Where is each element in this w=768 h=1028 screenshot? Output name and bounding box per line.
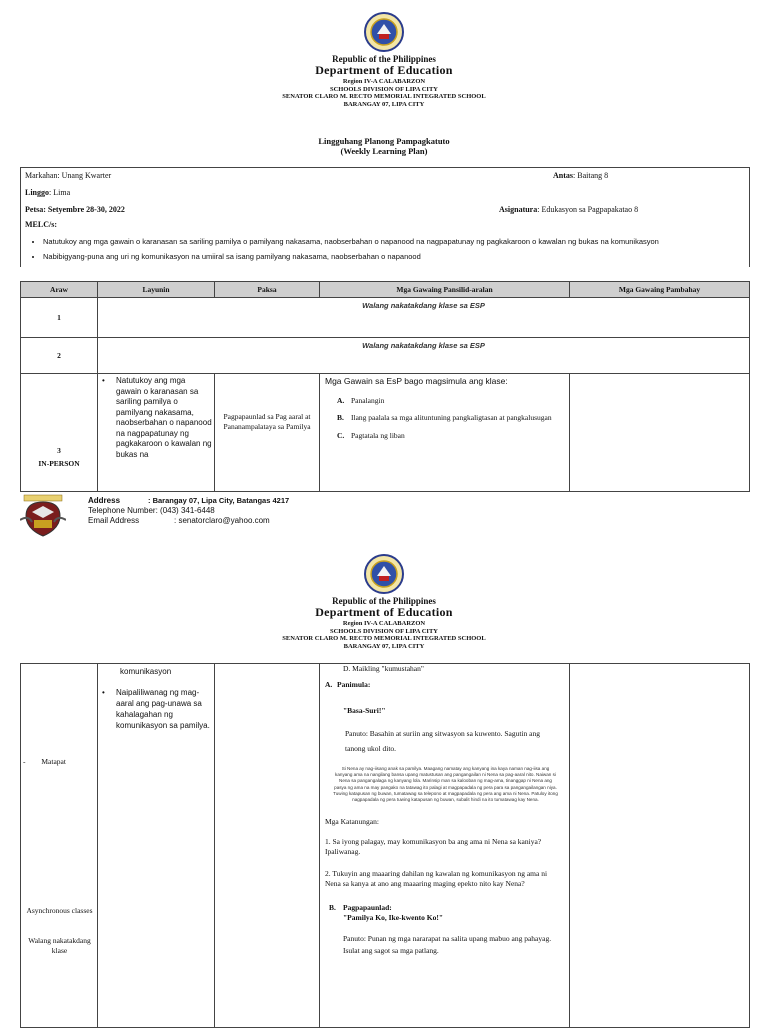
weekly-plan-table: [20, 281, 750, 492]
katanungan-label: Mga Katanungan:: [325, 817, 379, 827]
day-3-mode: IN-PERSON: [38, 459, 80, 468]
table-row: [21, 664, 750, 1028]
linggo: [25, 188, 70, 197]
header-araw: Araw: [21, 282, 98, 298]
matapat-text: Matapat: [41, 757, 66, 766]
footer-address-label: Address: [88, 496, 121, 505]
walang-klase-text: Walang nakatakdang klase: [28, 936, 91, 955]
plan-title: [0, 136, 768, 156]
bullet-icon: •: [102, 376, 105, 385]
bullet-icon: •: [102, 688, 105, 697]
linggo-label: Linggo: [25, 188, 50, 197]
asignatura: [499, 205, 638, 214]
region-text: Region IV-A CALABARZON: [342, 78, 426, 86]
plan-title-line2: (Weekly Learning Plan): [340, 146, 428, 157]
day-3-gawain-cell: [320, 374, 570, 492]
panimula-heading: [325, 680, 564, 690]
layunin-continued: komunikasyon: [120, 667, 172, 676]
panuto-1: Panuto: Basahin at suriin ang sitwasyon sa kuwento. Sagutin ang tanong ukol dito.: [345, 729, 540, 753]
page2-pambahay-cell: [570, 664, 750, 1028]
day-3: 3: [57, 446, 61, 455]
division-text: SCHOOLS DIVISION OF LIPA CITY: [330, 627, 438, 635]
page2-header: [0, 596, 768, 650]
antas-value: : Baitang 8: [573, 171, 609, 180]
pagpapaunlad-title: Pagpapaunlad:: [343, 903, 392, 913]
day-3-layunin: Natutukoy ang mga gawain o karanasan sa sariling pamilya o pamilyang nakasama, naobserbahan o napanood na nagpapatunay ng pagkakaroon o kawalan ng bukas na: [116, 376, 212, 459]
day-3-layunin-cell: [98, 374, 215, 492]
day-1-note: Walang nakatakdang klase sa ESP: [98, 298, 750, 338]
footer-email: [88, 516, 289, 526]
day-3-intro: Mga Gawain sa EsP bago magsimula ang klase:: [325, 376, 508, 386]
async-text: Asynchronous classes: [26, 906, 93, 915]
day-2-note: Walang nakatakdang klase sa ESP: [98, 338, 750, 374]
footer-email-label: Email Address: [88, 516, 140, 525]
table-row: [21, 338, 750, 374]
table-header-row: [21, 282, 750, 298]
school-logo-icon: [20, 494, 66, 538]
asignatura-value: : Edukasyon sa Pagpapakatao 8: [537, 205, 639, 214]
footer-text: [88, 496, 289, 526]
pagpapaunlad-subtitle: "Pamilya Ko, Ike-kwento Ko!": [343, 913, 443, 923]
layunin-bullet: [102, 376, 212, 460]
antas-label: Antas: [553, 171, 574, 180]
layunin-bullet: [102, 687, 212, 731]
item-text: Panalangin: [351, 396, 385, 405]
page2-paksa-cell: [215, 664, 320, 1028]
pagpapaunlad-heading: [325, 903, 564, 913]
footer-email-value: : senatorclaro@yahoo.com: [174, 516, 270, 525]
panimula-letter: A.: [325, 680, 333, 689]
layunin-bullet-2: Naipaliliwanag ng mag-aaral ang pag-unawa sa kahalagahan ng komunikasyon sa pamilya.: [116, 688, 210, 730]
day-3-pambahay: [570, 374, 750, 492]
dash-marker: -: [23, 757, 26, 766]
republic-text: Republic of the Philippines: [332, 596, 436, 606]
department-text: Department of Education: [315, 605, 453, 620]
header-gawaing-pambahay: Mga Gawaing Pambahay: [570, 282, 750, 298]
item-letter: A.: [337, 396, 345, 405]
footer-address-value: : Barangay 07, Lipa City, Batangas 4217: [148, 496, 290, 505]
page2-layunin-cell: [98, 664, 215, 1028]
question-2: 2. Tukuyin ang maaaring dahilan ng kawalan ng komunikasyon ng ama ni Nena sa kanya at ano ang maaaring maging epekto nito kay Nena?: [325, 869, 548, 889]
header-layunin: Layunin: [98, 282, 215, 298]
address-text: BARANGAY 07, LIPA CITY: [343, 642, 425, 650]
day-3-paksa: Pagpapaunlad sa Pag aaral at Pananampalataya sa Pamilya: [215, 374, 320, 492]
school-text: SENATOR CLARO M. RECTO MEMORIAL INTEGRATED SCHOOL: [282, 635, 486, 643]
antas: [553, 171, 608, 180]
item-letter: C.: [337, 431, 345, 440]
d-item: D. Maikling "kumustahan": [343, 664, 424, 673]
footer-address: [88, 496, 289, 506]
day-1: 1: [21, 298, 98, 338]
table-row: [21, 374, 750, 492]
melcs-list: [21, 237, 749, 261]
school-text: SENATOR CLARO M. RECTO MEMORIAL INTEGRATED SCHOOL: [282, 93, 486, 101]
footer-telephone: Telephone Number: (043) 341-6448: [88, 506, 215, 515]
day-3-item: [337, 396, 565, 405]
basa-suri-title: "Basa-Suri!": [343, 706, 386, 715]
plan-title-line1: Lingguhang Planong Pampagkatuto: [318, 136, 450, 146]
header-paksa: Paksa: [215, 282, 320, 298]
page2-col1: [21, 664, 98, 1028]
region-text: Region IV-A CALABARZON: [342, 620, 426, 628]
matapat-item: [21, 757, 98, 766]
melcs-label: MELC/s:: [25, 220, 57, 229]
republic-text: Republic of the Philippines: [332, 54, 436, 64]
melc-item: • Nabibigyang-puna ang uri ng komunikasyon na umiiral sa isang pamilyang nakasama, naobserbahan o napanood: [43, 252, 749, 261]
weekly-plan-table-continued: [20, 663, 750, 1028]
pagpapaunlad-letter: B.: [329, 903, 336, 913]
page1-footer: [20, 494, 760, 538]
day-3-item: [337, 431, 565, 440]
day-3-cell: [21, 374, 98, 492]
day-2: 2: [21, 338, 98, 374]
deped-seal-icon: [364, 12, 404, 52]
day-3-item: [337, 413, 565, 423]
department-text: Department of Education: [315, 63, 453, 78]
page2-gawain-cell: [320, 664, 570, 1028]
item-text: Pagtatala ng liban: [351, 431, 405, 440]
markahan: Markahan: Unang Kwarter: [25, 171, 112, 180]
petsa: Petsa: Setyembre 28-30, 2022: [25, 205, 125, 214]
story-image-text: Si Nena ay nag-iisang anak sa pamilya. Maagang namatay ang kanyang ina kaya naman nag-iisa ang kanyang ama na nangilang bansa upang matustusan ang pangangailan ni Nena sa pag-aaral nito. Naiwan si Nena sa pangangalaga ng kanyang lola. Marinsip man sa kalooban ng mag-ama, tinanggap ni Nena ang pasya ng ama na may pangako na tatawag ito palagi at magpapadala ng pera para sa pangangailangan niya. Tuwing katapusan ng buwan, tumatawag sa telepono at magpapadala ng pera ang ama ni Nena. Patuloy itong nagpapadala ng pera tuwing katapusan ng buwan, subalit hindi na ito tumatawag kay Nena.: [333, 766, 558, 803]
address-text: BARANGAY 07, LIPA CITY: [343, 100, 425, 108]
page1-header: [0, 54, 768, 108]
info-block: [20, 167, 750, 267]
question-1: 1. Sa iyong palagay, may komunikasyon ba ang ama ni Nena sa kaniya? Ipaliwanag.: [325, 837, 542, 857]
table-row: [21, 298, 750, 338]
deped-seal-icon: [364, 554, 404, 594]
item-text: Ilang paalala sa mga alituntuning pangkaligtasan at pangkalusugan: [351, 413, 552, 422]
item-letter: B.: [337, 413, 344, 422]
panimula-title: Panimula:: [337, 680, 371, 689]
asignatura-label: Asignatura: [499, 205, 538, 214]
melc-item: • Natutukoy ang mga gawain o karanasan sa sariling pamilya o pamilyang nakasama, naobserbahan o napanood na nagpapatunay ng pagkakaroon o kawalan ng bukas na komunikasyon: [43, 237, 749, 246]
division-text: SCHOOLS DIVISION OF LIPA CITY: [330, 85, 438, 93]
header-gawaing-pansilid: Mga Gawaing Pansilid-aralan: [320, 282, 570, 298]
linggo-value: : Lima: [49, 188, 71, 197]
panuto-2: Panuto: Punan ng mga nararapat na salita upang mabuo ang pahayag. Isulat ang sagot sa mga patlang.: [343, 934, 552, 956]
